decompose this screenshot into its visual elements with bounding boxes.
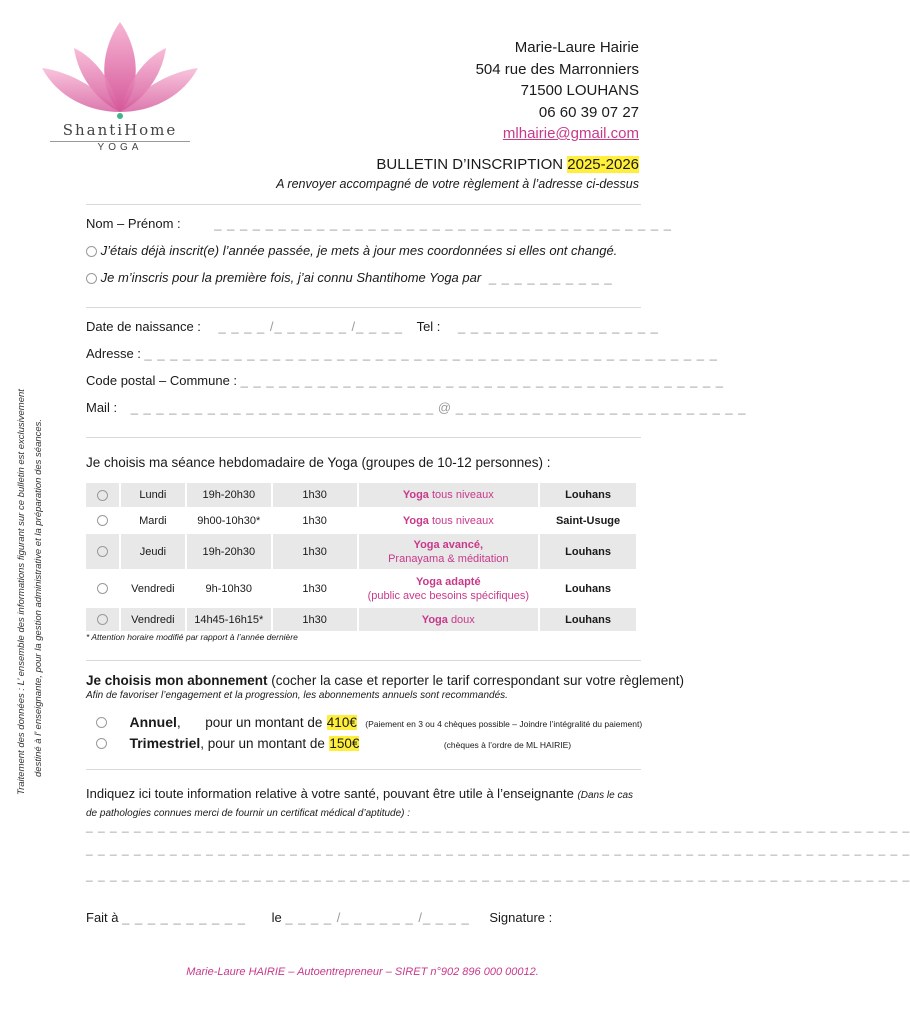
lotus-icon [40, 20, 200, 120]
returning-radio[interactable] [86, 246, 97, 257]
contact-street: 504 rue des Marronniers [475, 60, 639, 78]
new-radio[interactable] [86, 273, 97, 284]
new-label: Je m’inscris pour la première fois, j’ai connu Shantihome Yoga par [100, 270, 482, 285]
health-text: Indiquez ici toute information relative à votre santé, pouvant être utile à l’enseignante [86, 786, 574, 801]
session-type: Yoga doux [358, 607, 540, 632]
session-location: Louhans [539, 607, 637, 632]
session-type: Yoga avancé, Pranayama & méditation [358, 533, 540, 570]
logo-brand: ShantiHome [62, 121, 178, 139]
mail-label: Mail : [86, 400, 118, 415]
quarterly-label: Trimestriel [129, 735, 201, 751]
logo [40, 20, 200, 160]
signature-label: Signature : [489, 910, 553, 925]
quarterly-note: (chèques à l’ordre de ML HAIRIE) [443, 740, 572, 750]
subscription-heading: Je choisis mon abonnement (cocher la case et reporter le tarif correspondant sur votre règlement) [86, 673, 684, 688]
session-duration: 1h30 [272, 508, 358, 533]
mail-field-domain[interactable]: _ _ _ _ _ _ _ _ _ _ _ _ _ _ _ _ _ _ _ _ _ _ _ [455, 400, 747, 415]
session-radio[interactable] [97, 614, 108, 625]
session-type: Yoga tous niveaux [358, 483, 540, 508]
annual-label: Annuel [129, 714, 177, 730]
quarterly-radio[interactable] [96, 738, 107, 749]
session-duration: 1h30 [272, 607, 358, 632]
schedule-note: * Attention horaire modifié par rapport à l’année dernière [86, 632, 298, 642]
annual-price: 410€ [326, 715, 357, 730]
session-day: Jeudi [120, 533, 186, 570]
address-row [86, 346, 718, 361]
session-type: Yoga tous niveaux [358, 508, 540, 533]
logo-sub: YOGA [97, 142, 143, 153]
contact-block [476, 37, 639, 145]
tel-field[interactable]: _ _ _ _ _ _ _ _ _ _ _ _ _ _ _ _ [458, 319, 659, 334]
returning-label: J’étais déjà inscrit(e) l’année passée, je mets à jour mes coordonnées si elles ont changé. [100, 243, 618, 258]
fait-label: Fait à [86, 910, 119, 925]
session-location: Louhans [539, 533, 637, 570]
session-radio[interactable] [97, 583, 108, 594]
health-line[interactable]: _ _ _ _ _ _ _ _ _ _ _ _ _ _ _ _ _ _ _ _ _ _ _ _ _ _ _ _ _ _ _ _ _ _ _ _ _ _ _ _ _ _ _ _ _ _ _ _ _ _ _ _ _ _ _ _ _ _ _ _ _ _ _ _ _ _ _ _ _ [86, 868, 910, 882]
session-radio[interactable] [97, 490, 108, 501]
title-text: BULLETIN D’INSCRIPTION [376, 156, 564, 173]
annual-note: (Paiement en 3 ou 4 chèques possible – Joindre l’intégralité du paiement) [365, 719, 643, 729]
postal-label: Code postal – Commune : [86, 373, 238, 388]
postal-field[interactable]: _ _ _ _ _ _ _ _ _ _ _ _ _ _ _ _ _ _ _ _ _ _ _ _ _ _ _ _ _ _ _ _ _ _ _ _ _ _ [240, 373, 725, 388]
session-time: 14h45-16h15* [186, 607, 272, 632]
privacy-line-1: Traitement des données : L’ ensemble des informations figurant sur ce bulletin est exclusivement [16, 389, 27, 795]
health-line[interactable]: _ _ _ _ _ _ _ _ _ _ _ _ _ _ _ _ _ _ _ _ _ _ _ _ _ _ _ _ _ _ _ _ _ _ _ _ _ _ _ _ _ _ _ _ _ _ _ _ _ _ _ _ _ _ _ _ _ _ _ _ _ _ _ _ _ _ _ _ _ [86, 819, 910, 833]
date-field[interactable]: _ _ _ _ /_ _ _ _ _ _ /_ _ _ _ [285, 910, 470, 925]
health-info [86, 786, 641, 822]
footer: Marie-Laure HAIRIE – Autoentrepreneur – SIRET n°902 896 000 00012. [186, 966, 539, 978]
quarterly-price: 150€ [329, 736, 360, 751]
session-duration: 1h30 [272, 533, 358, 570]
data-privacy-note [13, 315, 47, 795]
mail-at: @ [437, 400, 453, 415]
signature-row [86, 910, 552, 925]
session-day: Mardi [120, 508, 186, 533]
postal-row [86, 373, 724, 388]
contact-phone: 06 60 39 07 27 [538, 103, 639, 121]
session-time: 19h-20h30 [186, 483, 272, 508]
quarterly-text: , pour un montant de [200, 736, 325, 751]
title-year: 2025-2026 [567, 156, 639, 173]
birth-row [86, 319, 659, 334]
contact-name: Marie-Laure Hairie [514, 39, 639, 56]
le-label: le [271, 910, 282, 925]
address-label: Adresse : [86, 346, 141, 361]
health-note: (Dans le cas de pathologies connues merci de fournir un certificat médical d’aptitude) : [86, 790, 634, 819]
session-location: Louhans [539, 570, 637, 607]
form-subtitle: A renvoyer accompagné de votre règlement à l’adresse ci-dessus [276, 177, 639, 191]
name-label: Nom – Prénom : [86, 216, 181, 231]
schedule-row[interactable] [86, 570, 637, 607]
session-location: Saint-Usuge [539, 508, 637, 533]
option-quarterly[interactable] [96, 735, 571, 753]
tel-label: Tel : [416, 319, 441, 334]
name-row [86, 216, 672, 231]
option-new[interactable] [86, 270, 613, 285]
session-radio[interactable] [97, 515, 108, 526]
session-day: Lundi [120, 483, 186, 508]
schedule-row[interactable] [86, 607, 637, 632]
option-annual[interactable]: Annuel, pour un montant de 410€ (Paiement en 3 ou 4 chèques possible – Joindre l’intégralité du paiement) [96, 714, 642, 732]
birth-field[interactable]: _ _ _ _ /_ _ _ _ _ _ /_ _ _ _ [218, 319, 403, 334]
annual-radio[interactable] [96, 717, 107, 728]
session-time: 9h-10h30 [186, 570, 272, 607]
contact-city: 71500 LOUHANS [520, 82, 639, 99]
name-field[interactable]: _ _ _ _ _ _ _ _ _ _ _ _ _ _ _ _ _ _ _ _ _ _ _ _ _ _ _ _ _ _ _ _ _ _ _ _ [214, 216, 672, 231]
session-time: 19h-20h30 [186, 533, 272, 570]
session-duration: 1h30 [272, 483, 358, 508]
schedule-row[interactable] [86, 533, 637, 570]
session-location: Louhans [539, 483, 637, 508]
schedule-row[interactable] [86, 483, 637, 508]
health-line[interactable]: _ _ _ _ _ _ _ _ _ _ _ _ _ _ _ _ _ _ _ _ _ _ _ _ _ _ _ _ _ _ _ _ _ _ _ _ _ _ _ _ _ _ _ _ _ _ _ _ _ _ _ _ _ _ _ _ _ _ _ _ _ _ _ _ _ _ _ _ _ [86, 842, 910, 856]
session-time: 9h00-10h30* [186, 508, 272, 533]
mail-field-user[interactable]: _ _ _ _ _ _ _ _ _ _ _ _ _ _ _ _ _ _ _ _ _ _ _ _ [130, 400, 435, 415]
session-day: Vendredi [120, 607, 186, 632]
session-day: Vendredi [120, 570, 186, 607]
schedule-heading: Je choisis ma séance hebdomadaire de Yoga (groupes de 10-12 personnes) : [86, 455, 551, 470]
session-radio[interactable] [97, 546, 108, 557]
form-title [376, 156, 639, 173]
address-field[interactable]: _ _ _ _ _ _ _ _ _ _ _ _ _ _ _ _ _ _ _ _ _ _ _ _ _ _ _ _ _ _ _ _ _ _ _ _ _ _ _ _ _ _ _ _ _ [144, 346, 718, 361]
option-returning[interactable] [86, 243, 617, 258]
referral-field[interactable]: _ _ _ _ _ _ _ _ _ _ [488, 270, 613, 285]
birth-label: Date de naissance : [86, 319, 201, 334]
schedule-table [86, 483, 638, 633]
session-duration: 1h30 [272, 570, 358, 607]
fait-field[interactable]: _ _ _ _ _ _ _ _ _ _ [122, 910, 246, 925]
contact-email[interactable]: mlhairie@gmail.com [502, 125, 639, 142]
privacy-line-2: destiné à l’ enseignante, pour la gestion administrative et la préparation des séances. [33, 418, 44, 777]
session-type: Yoga adapté (public avec besoins spécifiques) [358, 570, 540, 607]
schedule-row[interactable] [86, 508, 637, 533]
mail-row [86, 400, 746, 415]
annual-text: pour un montant de [205, 715, 323, 730]
subscription-advice: Afin de favoriser l’engagement et la progression, les abonnements annuels sont recommandés. [86, 690, 508, 701]
